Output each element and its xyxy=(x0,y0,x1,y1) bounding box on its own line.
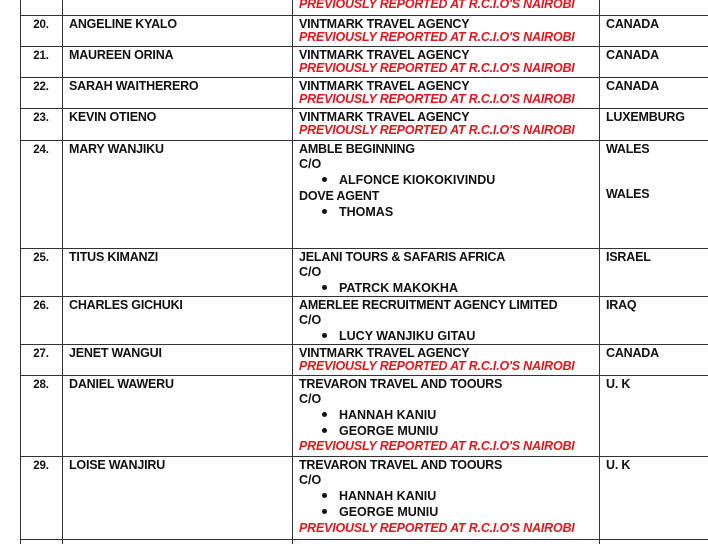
row-divider xyxy=(20,140,708,141)
care-of-label: C/O xyxy=(299,392,322,406)
contact-person: LUCY WANJIKU GITAU xyxy=(322,329,475,344)
contact-person: HANNAH KANIU xyxy=(322,408,436,423)
person-name: JENET WANGUI xyxy=(69,346,162,360)
destination-country: U. K xyxy=(606,458,631,472)
person-name: LOISE WANJIRU xyxy=(69,458,166,472)
column-divider-1 xyxy=(62,0,63,544)
bullet-icon xyxy=(322,285,327,290)
agency-name: AMBLE BEGINNING xyxy=(299,142,415,156)
care-of-label: C/O xyxy=(299,265,322,279)
previously-reported-note: PREVIOUSLY REPORTED AT R.C.I.O'S NAIROBI xyxy=(299,0,575,11)
row-number: 23. xyxy=(33,112,49,124)
bullet-icon xyxy=(322,509,327,514)
contact-person: GEORGE MUNIU xyxy=(322,424,438,439)
care-of-label: C/O xyxy=(299,473,322,487)
previously-reported-note: PREVIOUSLY REPORTED AT R.C.I.O'S NAIROBI xyxy=(299,439,575,453)
person-name: MARY WANJIKU xyxy=(69,142,164,156)
row-divider xyxy=(20,456,708,457)
previously-reported-note: PREVIOUSLY REPORTED AT R.C.I.O'S NAIROBI xyxy=(299,61,575,75)
previously-reported-note: PREVIOUSLY REPORTED AT R.C.I.O'S NAIROBI xyxy=(299,92,575,106)
destination-country: IRAQ xyxy=(606,298,637,312)
person-name: MAUREEN ORINA xyxy=(69,48,174,62)
previously-reported-note: PREVIOUSLY REPORTED AT R.C.I.O'S NAIROBI xyxy=(299,123,575,137)
contact-person: HANNAH KANIU xyxy=(322,489,436,504)
bullet-icon xyxy=(322,428,327,433)
bullet-icon xyxy=(322,412,327,417)
row-number: 21. xyxy=(33,50,49,62)
agency-name: DOVE AGENT xyxy=(299,189,380,203)
agency-name: TREVARON TRAVEL AND TOOURS xyxy=(299,458,503,472)
agency-name: VINTMARK TRAVEL AGENCY xyxy=(299,17,470,31)
contact-person: GEORGE MUNIU xyxy=(322,505,438,520)
row-divider xyxy=(20,375,708,376)
care-of-label: C/O xyxy=(299,313,322,327)
agency-name: VINTMARK TRAVEL AGENCY xyxy=(299,346,470,360)
previously-reported-note: PREVIOUSLY REPORTED AT R.C.I.O'S NAIROBI xyxy=(299,521,575,535)
row-divider xyxy=(20,344,708,345)
table-border-bottom xyxy=(20,539,708,540)
destination-country: CANADA xyxy=(606,17,659,31)
person-name: DANIEL WAWERU xyxy=(69,377,174,391)
row-divider xyxy=(20,46,708,47)
agency-name: VINTMARK TRAVEL AGENCY xyxy=(299,110,470,124)
destination-country: U. K xyxy=(606,377,631,391)
row-divider xyxy=(20,296,708,297)
agency-name: VINTMARK TRAVEL AGENCY xyxy=(299,48,470,62)
destination-country: ISRAEL xyxy=(606,250,651,264)
row-number: 29. xyxy=(33,460,49,472)
bullet-icon xyxy=(322,493,327,498)
agency-name: VINTMARK TRAVEL AGENCY xyxy=(299,79,470,93)
previously-reported-note: PREVIOUSLY REPORTED AT R.C.I.O'S NAIROBI xyxy=(299,30,575,44)
contact-person: ALFONCE KIOKOKIVINDU xyxy=(322,173,495,188)
row-number: 27. xyxy=(33,348,49,360)
row-number: 22. xyxy=(33,81,49,93)
row-number: 25. xyxy=(33,252,49,264)
person-name: SARAH WAITHERERO xyxy=(69,79,199,93)
row-divider xyxy=(20,108,708,109)
destination-country: LUXEMBURG xyxy=(606,110,685,124)
previously-reported-note: PREVIOUSLY REPORTED AT R.C.I.O'S NAIROBI xyxy=(299,359,575,373)
row-divider xyxy=(20,15,708,16)
contact-person: THOMAS xyxy=(322,205,393,220)
person-name: TITUS KIMANZI xyxy=(69,250,159,264)
bullet-icon xyxy=(322,177,327,182)
care-of-label: C/O xyxy=(299,157,322,171)
destination-country: CANADA xyxy=(606,346,659,360)
destination-country: WALES xyxy=(606,187,650,201)
column-divider-3 xyxy=(599,0,600,544)
row-number: 24. xyxy=(33,144,49,156)
row-divider xyxy=(20,248,708,249)
column-divider-2 xyxy=(292,0,293,544)
destination-country: WALES xyxy=(606,142,650,156)
row-number: 28. xyxy=(33,379,49,391)
person-name: ANGELINE KYALO xyxy=(69,17,177,31)
bullet-icon xyxy=(322,209,327,214)
row-number: 26. xyxy=(33,300,49,312)
contact-person: PATRCK MAKOKHA xyxy=(322,281,458,296)
agency-name: TREVARON TRAVEL AND TOOURS xyxy=(299,377,503,391)
destination-country: CANADA xyxy=(606,48,659,62)
row-divider xyxy=(20,77,708,78)
agency-name: JELANI TOURS & SAFARIS AFRICA xyxy=(299,250,506,264)
person-name: CHARLES GICHUKI xyxy=(69,298,183,312)
bullet-icon xyxy=(322,333,327,338)
person-name: KEVIN OTIENO xyxy=(69,110,157,124)
agency-name: AMERLEE RECRUITMENT AGENCY LIMITED xyxy=(299,298,558,312)
destination-country: CANADA xyxy=(606,79,659,93)
row-number: 20. xyxy=(33,19,49,31)
